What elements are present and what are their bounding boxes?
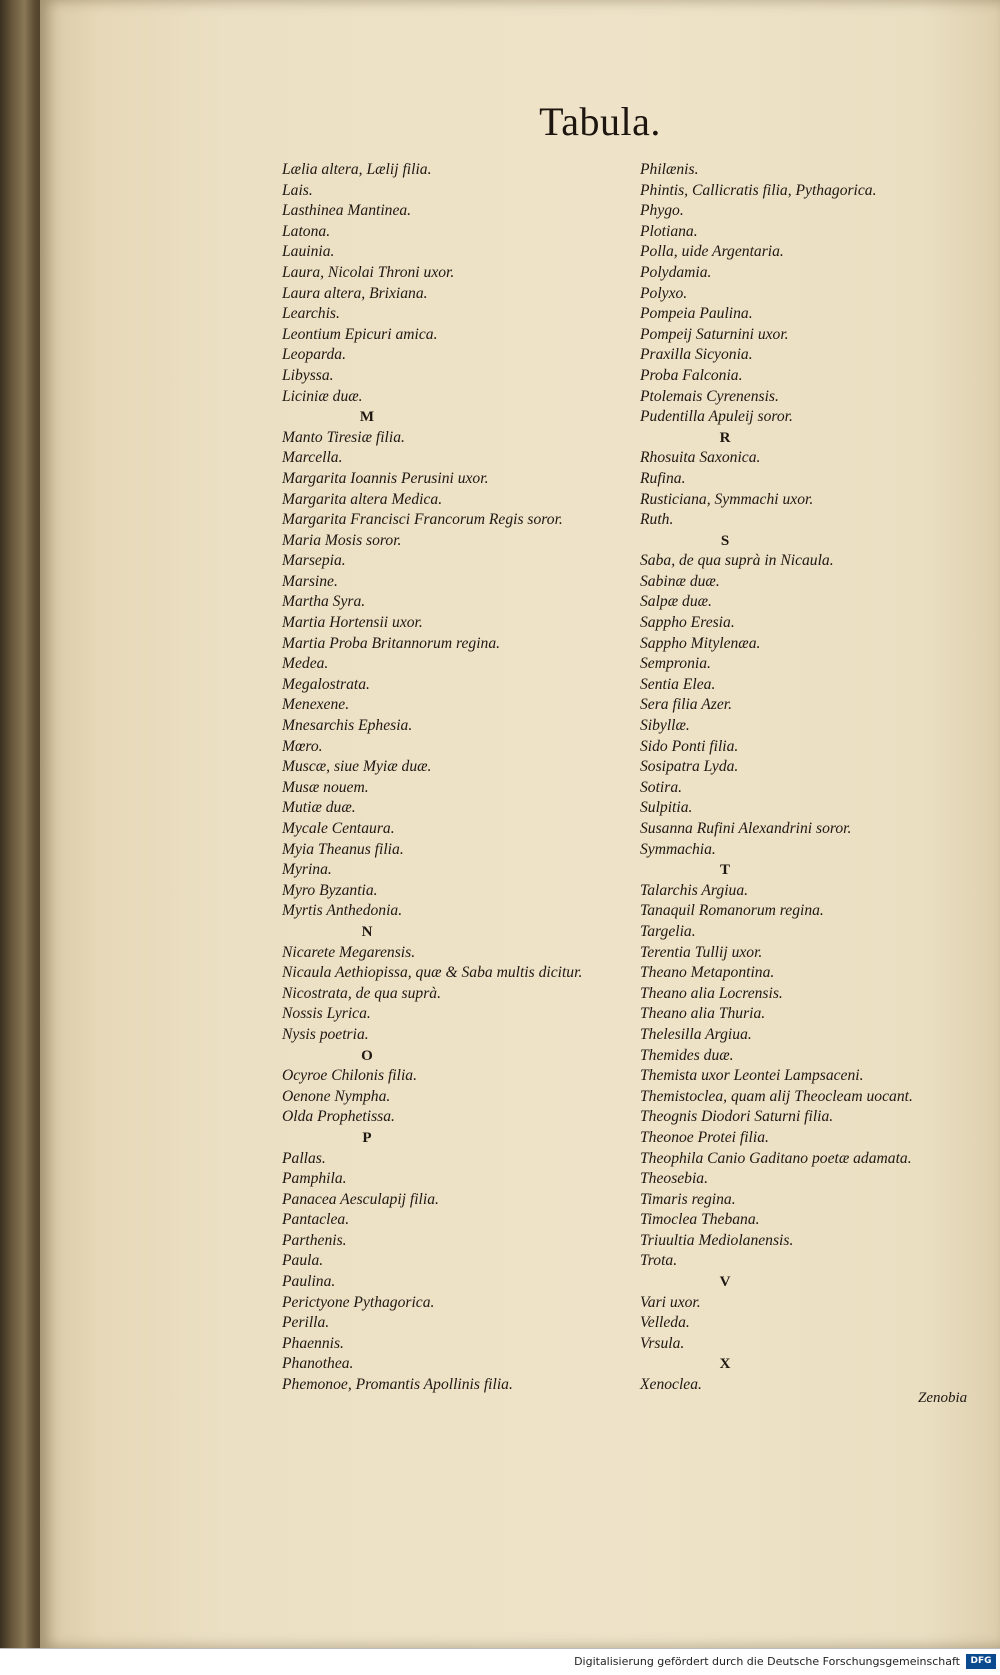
index-entry: Velleda.: [640, 1314, 690, 1332]
index-entry: Sido Ponti filia.: [640, 737, 739, 755]
index-entry: Pallas.: [282, 1149, 326, 1167]
index-entry: Phemonoe, Promantis Apollinis filia.: [282, 1376, 513, 1394]
index-entry: Menexene.: [282, 696, 350, 714]
index-entry: Pamphila.: [282, 1170, 347, 1188]
index-entry: Marsine.: [282, 572, 338, 590]
index-entry: Trota.: [640, 1252, 678, 1270]
index-entry: Nicarete Megarensis.: [282, 943, 416, 961]
index-entry: Paula.: [282, 1252, 324, 1270]
index-entry: Rusticiana, Symmachi uxor.: [640, 490, 814, 508]
index-entry: Phintis, Callicratis filia, Pythagorica.: [640, 181, 877, 199]
index-entry: Terentia Tullij uxor.: [640, 943, 763, 961]
index-entry: Mycale Centaura.: [282, 820, 395, 837]
index-entry: Maria Mosis soror.: [282, 531, 402, 549]
index-entry: Phygo.: [640, 202, 684, 220]
index-entry: Laura, Nicolai Throni uxor.: [282, 263, 455, 281]
section-letter: R: [719, 429, 731, 446]
index-entry: Saba, de qua suprà in Nicaula.: [640, 552, 834, 570]
index-entry: Nicaula Aethiopissa, quæ & Saba multis dicitur.: [282, 964, 583, 982]
index-entry: Symmachia.: [640, 840, 716, 858]
index-entry: Myrina.: [282, 861, 332, 879]
index-entry: Lasthinea Mantinea.: [282, 202, 412, 220]
index-entry: Pompeia Paulina.: [640, 305, 753, 323]
index-entry: Pudentilla Apuleij soror.: [640, 408, 793, 426]
index-entry: Theophila Canio Gaditano poetæ adamata.: [640, 1149, 912, 1167]
index-entry: Learchis.: [282, 305, 340, 323]
index-entry: Mutiæ duæ.: [282, 799, 356, 817]
index-entry: Martia Hortensii uxor.: [282, 614, 423, 632]
index-entry: Musæ nouem.: [282, 778, 369, 796]
section-letter: M: [359, 409, 375, 426]
section-letter: O: [361, 1047, 373, 1064]
index-entry: Ocyroe Chilonis filia.: [282, 1067, 417, 1085]
index-entry: Perictyone Pythagorica.: [282, 1293, 435, 1311]
index-entry: Timoclea Thebana.: [640, 1211, 760, 1229]
index-entry: Libyssa.: [282, 366, 334, 384]
index-entry: Laura altera, Brixiana.: [282, 284, 428, 302]
page-title: Tabula.: [539, 99, 661, 144]
index-entry: Sabinæ duæ.: [640, 572, 720, 590]
section-letter: V: [719, 1274, 731, 1291]
index-entry: Talarchis Argiua.: [640, 881, 749, 899]
section-letter: P: [362, 1129, 372, 1146]
index-entry: Themistoclea, quam alij Theocleam uocant.: [640, 1087, 913, 1105]
index-entry: Paulina.: [282, 1273, 336, 1291]
index-entry: Panacea Aesculapij filia.: [282, 1190, 439, 1208]
index-entry: Leontium Epicuri amica.: [282, 325, 438, 343]
index-entry: Muscæ, siue Myiæ duæ.: [282, 758, 432, 776]
index-entry: Liciniæ duæ.: [282, 387, 363, 405]
index-entry: Theano alia Locrensis.: [640, 984, 783, 1002]
index-entry: Theognis Diodori Saturni filia.: [640, 1108, 834, 1126]
index-entry: Ruth.: [640, 511, 674, 529]
index-entry: Phanothea.: [282, 1355, 354, 1373]
index-entry: Sotira.: [640, 778, 683, 796]
index-entry: Triuultia Mediolanensis.: [640, 1231, 794, 1249]
catchword: Zenobia: [918, 1390, 968, 1406]
digitization-footer: [0, 1648, 1000, 1675]
index-entry: Timaris regina.: [640, 1190, 736, 1208]
index-entry: Margarita Ioannis Perusini uxor.: [282, 469, 489, 487]
index-entry: Margarita altera Medica.: [282, 490, 443, 508]
index-entry: Sentia Elea.: [640, 675, 716, 693]
index-entry: Praxilla Sicyonia.: [640, 346, 753, 364]
index-entry: Tanaquil Romanorum regina.: [640, 902, 824, 920]
index-entry: Thelesilla Argiua.: [640, 1025, 752, 1043]
index-entry: Philænis.: [640, 161, 699, 178]
index-entry: Manto Tiresiæ filia.: [282, 428, 405, 446]
index-entry: Ptolemais Cyrenensis.: [640, 387, 779, 405]
index-entry: Lais.: [282, 181, 313, 199]
index-entry: Mœro.: [282, 737, 323, 755]
index-entry: Medea.: [282, 655, 329, 673]
index-entry: Nicostrata, de qua suprà.: [282, 984, 441, 1002]
index-entry: Sosipatra Lyda.: [640, 758, 739, 776]
index-entry: Margarita Francisci Francorum Regis soror.: [282, 511, 563, 529]
index-entry: Marcella.: [282, 449, 343, 467]
index-entry: Pompeij Saturnini uxor.: [640, 325, 789, 343]
index-entry: Polla, uide Argentaria.: [640, 243, 784, 261]
section-letter: T: [719, 862, 730, 879]
footer-credit: Digitalisierung gefördert durch die Deutsche Forschungsgemeinschaft: [574, 1655, 960, 1668]
index-column-right: [640, 160, 970, 1396]
index-entry: Plotiana.: [640, 222, 698, 240]
index-entry: Nysis poetria.: [282, 1025, 369, 1043]
index-entry: Theonoe Protei filia.: [640, 1128, 769, 1146]
book-edge: [0, 0, 44, 1648]
index-entry: Marsepia.: [282, 552, 346, 570]
index-entry: Nossis Lyrica.: [282, 1005, 371, 1023]
index-entry: Vrsula.: [640, 1334, 685, 1352]
dfg-logo: DFG: [966, 1654, 996, 1669]
index-entry: Rhosuita Saxonica.: [640, 449, 761, 467]
index-entry: Latona.: [282, 222, 331, 240]
index-entry: Myro Byzantia.: [282, 881, 378, 899]
index-entry: Pantaclea.: [282, 1211, 350, 1229]
index-entry: Phaennis.: [282, 1334, 344, 1352]
index-entry: Myia Theanus filia.: [282, 840, 404, 858]
index-entry: Susanna Rufini Alexandrini soror.: [640, 820, 852, 837]
index-entry: Megalostrata.: [282, 675, 370, 693]
index-entry: Oenone Nympha.: [282, 1087, 391, 1105]
index-entry: Themides duæ.: [640, 1046, 734, 1064]
index-entry: Olda Prophetissa.: [282, 1108, 395, 1126]
index-column-left: [282, 160, 612, 1396]
index-entry: Martia Proba Britannorum regina.: [282, 634, 501, 652]
index-entry: Myrtis Anthedonia.: [282, 902, 403, 920]
section-letter: X: [719, 1356, 731, 1373]
index-entry: Theosebia.: [640, 1170, 709, 1188]
index-entry: Sempronia.: [640, 655, 711, 673]
index-entry: Proba Falconia.: [640, 366, 743, 384]
index-entry: Sappho Mitylenæa.: [640, 634, 761, 652]
index-entry: Targelia.: [640, 922, 696, 940]
index-entry: Sibyllæ.: [640, 717, 690, 735]
book-page: [40, 0, 1000, 1648]
index-entry: Vari uxor.: [640, 1293, 701, 1311]
section-letter: S: [720, 532, 730, 549]
index-entry: Perilla.: [282, 1314, 330, 1332]
index-entry: Lauinia.: [282, 243, 335, 261]
index-entry: Theano alia Thuria.: [640, 1005, 766, 1023]
index-entry: Theano Metapontina.: [640, 964, 775, 982]
section-letter: N: [361, 923, 373, 940]
index-entry: Xenoclea.: [640, 1376, 702, 1394]
index-entry: Lælia altera, Lælij filia.: [282, 161, 432, 178]
index-entry: Salpæ duæ.: [640, 593, 712, 611]
index-entry: Parthenis.: [282, 1231, 347, 1249]
index-entry: Sappho Eresia.: [640, 614, 735, 632]
index-entry: Polyxo.: [640, 284, 688, 302]
index-entry: Sera filia Azer.: [640, 696, 732, 714]
index-entry: Sulpitia.: [640, 799, 693, 817]
index-entry: Leoparda.: [282, 346, 346, 364]
index-entry: Polydamia.: [640, 263, 712, 281]
index-entry: Themista uxor Leontei Lampsaceni.: [640, 1067, 864, 1085]
index-entry: Rufina.: [640, 469, 686, 487]
index-entry: Mnesarchis Ephesia.: [282, 717, 413, 735]
index-entry: Martha Syra.: [282, 593, 366, 611]
